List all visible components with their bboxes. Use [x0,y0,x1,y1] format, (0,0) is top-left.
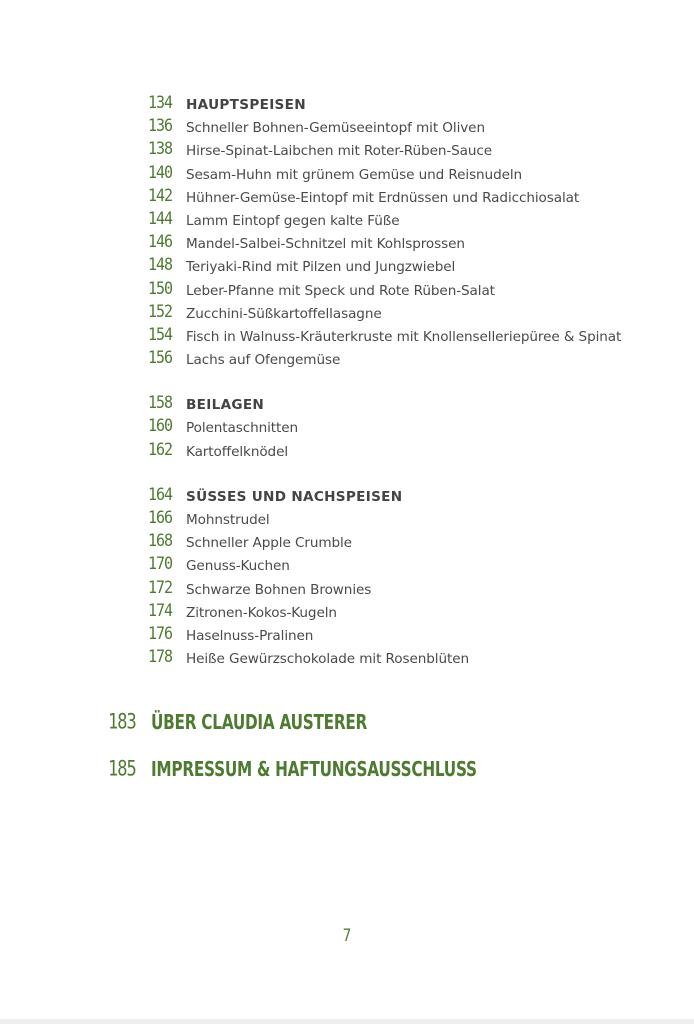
page-number: 156 [148,346,173,368]
entry-title: Heiße Gewürzschokolade mit Rosenblüten [186,651,469,668]
toc-entry[interactable] [148,554,688,577]
page-number: 185 [108,756,136,782]
section-title: BEILAGEN [186,397,265,414]
page-number: 168 [148,530,173,551]
entry-title: Schneller Apple Crumble [186,535,352,552]
entry-title: Teriyaki-Rind mit Pilzen und Jungzwiebel [186,259,456,276]
page-number: 142 [148,184,173,206]
page-number: 136 [148,115,173,136]
section-heading[interactable] [148,393,688,416]
page-number: 148 [148,254,173,275]
toc-entry[interactable] [148,232,688,255]
entry-title: Schwarze Bohnen Brownies [186,581,372,598]
entry-title: Mohnstrudel [186,512,270,528]
page-number: 162 [148,438,173,460]
entry-title: Leber-Pfanne mit Speck und Rote Rüben-Salat [186,282,495,299]
page-number: 172 [148,576,173,598]
toc-entry[interactable] [148,601,688,624]
footer-page-number: 7 [342,926,352,946]
toc-entry[interactable] [148,139,688,162]
entry-title: Fisch in Walnuss-Kräuterkruste mit Knollenselleriepüree & Spinat [186,328,622,345]
page-number: 174 [148,599,173,621]
toc-entry[interactable] [148,348,688,371]
toc-section-beilagen [148,393,688,463]
page-number: 150 [148,277,173,299]
toc-chapters [108,710,668,804]
entry-title: Hirse-Spinat-Laibchen mit Roter-Rüben-Sauce [186,143,493,160]
page-number: 144 [148,207,173,229]
toc-section-hauptspeisen [148,93,688,371]
entry-title: Lamm Eintopf gegen kalte Füße [186,212,400,229]
page-number: 138 [148,138,173,159]
toc-entry[interactable] [148,255,688,278]
toc-entry[interactable] [148,116,688,139]
entry-title: Polentaschnitten [186,420,299,437]
page-number: 183 [108,709,136,735]
toc-entry[interactable] [148,279,688,302]
toc-sections [148,93,688,692]
entry-title: Sesam-Huhn mit grünem Gemüse und Reisnudeln [186,166,523,183]
toc-entry[interactable] [148,163,688,186]
entry-title: Kartoffelknödel [186,443,289,460]
page-number: 160 [148,415,173,436]
toc-entry[interactable] [148,624,688,647]
page-number: 154 [148,323,173,345]
toc-entry[interactable] [148,186,688,209]
toc-entry[interactable] [148,302,688,325]
toc-entry[interactable] [148,209,688,232]
page-number: 152 [148,300,173,322]
toc-section-suesses [148,485,688,671]
page-number: 170 [148,553,173,574]
page-number: 140 [148,161,173,183]
page-number: 158 [148,392,173,413]
chapter-title: IMPRESSUM & HAFTUNGSAUSSCHLUSS [151,757,477,782]
toc-entry[interactable] [148,325,688,348]
bottom-edge-divider [0,1019,694,1024]
page-number: 178 [148,645,173,667]
entry-title: Hühner-Gemüse-Eintopf mit Erdnüssen und Radicchiosalat [186,189,580,206]
page-number: 134 [148,91,173,113]
toc-entry[interactable] [148,416,688,439]
entry-title: Mandel-Salbei-Schnitzel mit Kohlsprossen [186,236,465,253]
chapter-entry-impressum[interactable] [108,757,668,804]
page-number: 146 [148,230,173,252]
page-number: 166 [148,506,173,528]
entry-title: Zitronen-Kokos-Kugeln [186,604,337,621]
page-number: 164 [148,483,173,505]
section-title: SÜSSES UND NACHSPEISEN [186,488,403,505]
chapter-title: ÜBER CLAUDIA AUSTERER [151,710,368,735]
entry-title: Haselnuss-Pralinen [186,627,314,644]
entry-title: Lachs auf Ofengemüse [186,352,341,369]
page-number: 176 [148,622,173,644]
toc-entry[interactable] [148,508,688,531]
toc-entry[interactable] [148,531,688,554]
entry-title: Genuss-Kuchen [186,558,290,575]
toc-entry[interactable] [148,647,688,670]
toc-entry[interactable] [148,578,688,601]
entry-title: Schneller Bohnen-Gemüseeintopf mit Oliven [186,120,485,137]
section-title: HAUPTSPEISEN [186,97,306,113]
section-heading[interactable] [148,485,688,508]
entry-title: Zucchini-Süßkartoffellasagne [186,305,382,322]
toc-entry[interactable] [148,440,688,463]
section-heading[interactable] [148,93,688,116]
